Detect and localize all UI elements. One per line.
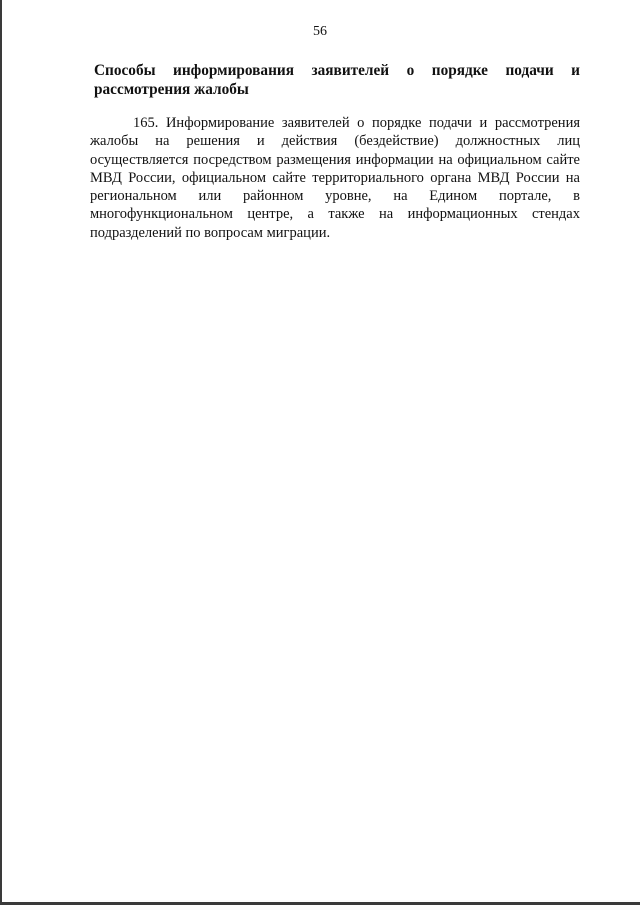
section-heading: Способы информирования заявителей о порядке подачи и рассмотрения жалобы xyxy=(94,62,580,98)
scan-border-left xyxy=(0,0,2,905)
paragraph-165: 165. Информирование заявителей о порядке подачи и рассмотрения жалобы на решения и действия (бездействие) должностных лиц осуществляется посредством размещения информации на официальном сайте МВД России, официальном сайте территориального органа МВД России на региональном или районном уровне, на Едином портале, в многофункциональном центре, а также на информационных стендах подразделений по вопросам миграции. xyxy=(90,115,580,241)
page-number: 56 xyxy=(313,24,327,39)
